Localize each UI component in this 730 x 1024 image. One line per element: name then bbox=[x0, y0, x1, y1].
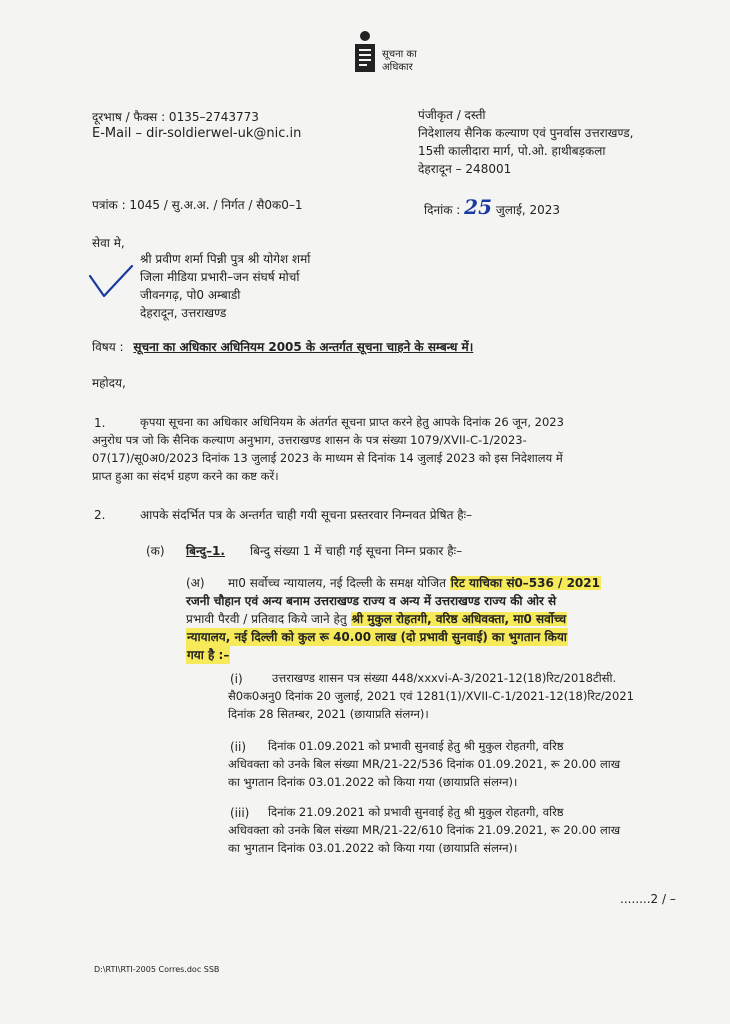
bindu-marker: (क) bbox=[146, 544, 165, 558]
continued-marker: ........2 / – bbox=[620, 892, 676, 906]
salutation: महोदय, bbox=[92, 376, 126, 390]
item-ii-line1: दिनांक 01.09.2021 को प्रभावी सुनवाई हेतु श्री मुकुल रोहतगी, वरिष्ठ bbox=[268, 739, 564, 753]
subject-label: विषय : bbox=[92, 340, 124, 354]
para1-line2: अनुरोध पत्र जो कि सैनिक कल्याण अनुभाग, उत्तराखण्ड शासन के पत्र संख्या 1079/XVII-C-1/2023- bbox=[92, 433, 527, 447]
recipient-line4: देहरादून, उत्तराखण्ड bbox=[140, 306, 227, 320]
para1-line3: 07(17)/सू0अ0/2023 दिनांक 13 जुलाई 2023 के माध्यम से दिनांक 14 जुलाई 2023 को इस निदेशालय में bbox=[92, 451, 563, 465]
sub-a-line1 bbox=[228, 574, 601, 592]
sender-phone: दूरभाष / फैक्स : 0135–2743773 bbox=[92, 110, 259, 124]
date-day-handwritten: 25 bbox=[464, 195, 492, 219]
sub-a-line1-highlight: रिट याचिका सं0–536 / 2021 bbox=[450, 576, 600, 590]
bindu-label: बिन्दु–1. bbox=[186, 544, 225, 558]
recipient-line2: जिला मीडिया प्रभारी–जन संघर्ष मोर्चा bbox=[140, 270, 300, 284]
subject-text: सूचना का अधिकार अधिनियम 2005 के अन्तर्गत सूचना चाहने के सम्बन्ध में। bbox=[133, 340, 474, 354]
sub-a-line1-plain: मा0 सर्वोच्च न्यायालय, नई दिल्ली के समक्ष योजित bbox=[228, 576, 446, 590]
sub-a-line5-highlight: गया है :– bbox=[187, 648, 230, 662]
rti-logo-icon bbox=[350, 30, 380, 76]
logo-line2: अधिकार bbox=[382, 62, 413, 73]
item-ii-line2: अधिवक्ता को उनके बिल संख्या MR/21-22/536 दिनांक 01.09.2021, रू 20.00 लाख bbox=[228, 757, 621, 771]
para2-number: 2. bbox=[94, 508, 106, 522]
to-label: सेवा मे, bbox=[92, 236, 125, 250]
date-rest: जुलाई, 2023 bbox=[495, 203, 561, 217]
item-ii-line3: का भुगतान दिनांक 03.01.2022 को किया गया (छायाप्रति संलग्न)। bbox=[228, 775, 518, 789]
para2-text: आपके संदर्भित पत्र के अन्तर्गत चाही गयी सूचना प्रस्तरवार निम्नवत प्रेषित हैः– bbox=[140, 508, 473, 522]
office-line3: 15सी कालीदारा मार्ग, पो.ओ. हाथीबड़कला bbox=[418, 144, 606, 158]
item-i-line2: सै0क0अनु0 दिनांक 20 जुलाई, 2021 एवं 1281(1)/XVII-C-1/2021-12(18)रिट/2021 bbox=[228, 689, 634, 703]
office-line4: देहरादून – 248001 bbox=[418, 162, 512, 176]
sub-a-line4-highlight: न्यायालय, नई दिल्ली को कुल रू 40.00 लाख (दो प्रभावी सुनवाई) का भुगतान किया bbox=[187, 630, 567, 644]
sub-a-marker: (अ) bbox=[186, 576, 205, 590]
logo-caption bbox=[382, 48, 417, 74]
logo-line1: सूचना का bbox=[382, 49, 417, 60]
bindu-text: बिन्दु संख्या 1 में चाही गई सूचना निम्न प्रकार हैः– bbox=[250, 544, 463, 558]
para1-line4: प्राप्त हुआ का संदर्भ ग्रहण करने का कष्ट करें। bbox=[92, 469, 279, 483]
recipient-line3: जीवनगढ़, पो0 अम्बाडी bbox=[140, 288, 241, 302]
date-label: दिनांक : bbox=[424, 203, 461, 217]
item-iii-marker: (iii) bbox=[230, 806, 250, 820]
letter-number: पत्रांक : 1045 / सु.अ.अ. / निर्गत / सै0क0–1 bbox=[92, 198, 303, 212]
office-registered: पंजीकृत / दस्ती bbox=[418, 108, 486, 122]
sub-a-line3-plain: प्रभावी पैरवी / प्रतिवाद किये जाने हेतु bbox=[186, 612, 347, 626]
para1-line1: कृपया सूचना का अधिकार अधिनियम के अंतर्गत सूचना प्राप्त करने हेतु आपके दिनांक 26 जून, 2023 bbox=[140, 415, 564, 429]
item-iii-line2: अधिवक्ता को उनके बिल संख्या MR/21-22/610 दिनांक 21.09.2021, रू 20.00 लाख bbox=[228, 823, 621, 837]
letter-date bbox=[424, 192, 560, 222]
check-mark-icon bbox=[88, 262, 134, 302]
rti-logo bbox=[350, 30, 470, 86]
item-iii-line1: दिनांक 21.09.2021 को प्रभावी सुनवाई हेतु श्री मुकुल रोहतगी, वरिष्ठ bbox=[268, 805, 564, 819]
office-line2: निदेशालय सैनिक कल्याण एवं पुनर्वास उत्तराखण्ड, bbox=[418, 126, 634, 140]
item-ii-marker: (ii) bbox=[230, 740, 247, 754]
sub-a-line3-highlight: श्री मुकुल रोहतगी, वरिष्ठ अधिवक्ता, मा0 सर्वोच्च bbox=[351, 612, 567, 626]
item-iii-line3: का भुगतान दिनांक 03.01.2022 को किया गया (छायाप्रति संलग्न)। bbox=[228, 841, 518, 855]
sub-a-line3 bbox=[186, 610, 567, 628]
footer-file-path: D:\RTI\RTI-2005 Corres.doc SSB bbox=[94, 965, 220, 974]
item-i-line3: दिनांक 28 सितम्बर, 2021 (छायाप्रति संलग्न)। bbox=[228, 707, 429, 721]
sender-email: E-Mail – dir-soldierwel-uk@nic.in bbox=[92, 126, 302, 141]
item-i-line1: उत्तराखण्ड शासन पत्र संख्या 448/xxxvi-A-3/2021-12(18)रिट/2018टीसी. bbox=[272, 671, 617, 685]
para1-number: 1. bbox=[94, 416, 106, 430]
subject-line bbox=[92, 338, 473, 356]
item-i-marker: (i) bbox=[230, 672, 243, 686]
sub-a-line2: रजनी चौहान एवं अन्य बनाम उत्तराखण्ड राज्य व अन्य में उत्तराखण्ड राज्य की ओर से bbox=[186, 594, 557, 608]
recipient-line1: श्री प्रवीण शर्मा पिन्नी पुत्र श्री योगेश शर्मा bbox=[140, 252, 311, 266]
